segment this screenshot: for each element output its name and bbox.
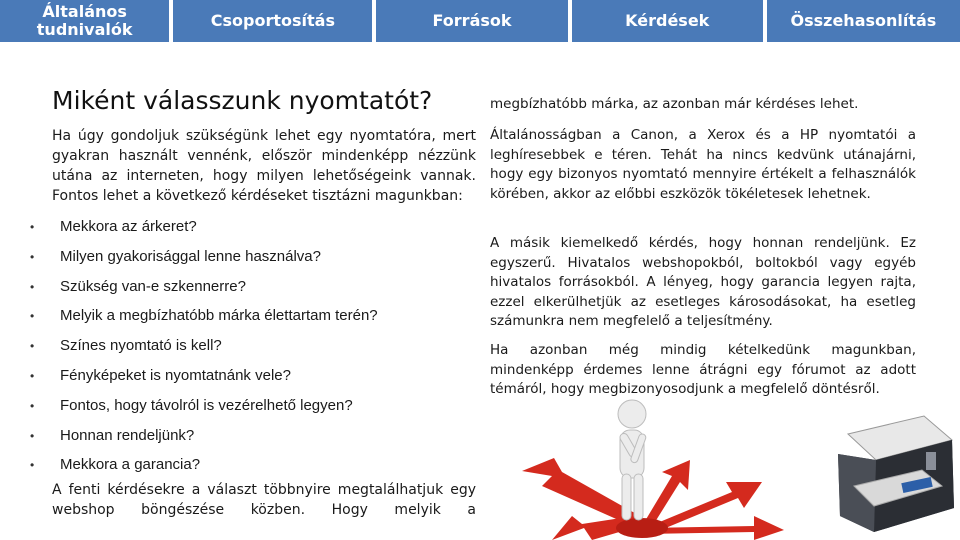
tab-kerdesek[interactable]: Kérdések	[572, 0, 763, 42]
list-item-text: Mekkora a garancia?	[60, 456, 201, 474]
bullet-icon: •	[30, 339, 35, 354]
tab-altalanos-tudnivalok[interactable]: Általános tudnivalók	[0, 0, 169, 42]
list-item	[30, 361, 470, 391]
decision-illustration	[522, 376, 960, 540]
right-paragraph-2: Általánosságban a Canon, a Xerox és a HP nyomtatói a leghíresebbek e téren. Tehát ha nincs kedvünk utánajárni, hogy egy bizonyos nyomtató mennyire értékelt a felhasználók körében, akkor az előbbi eszközök tökéletesek lehetnek.	[490, 127, 916, 202]
outro-paragraph: A fenti kérdésekre a választ többnyire megtalálhatjuk egy webshop böngészése közben. Hogy melyik a	[52, 482, 476, 518]
question-list	[30, 212, 470, 480]
bullet-icon: •	[30, 428, 35, 443]
list-item-text: Milyen gyakorisággal lenne használva?	[60, 247, 321, 265]
list-item	[30, 301, 470, 331]
list-item	[30, 450, 470, 480]
list-item	[30, 272, 470, 302]
thinking-figure-illustration	[618, 400, 647, 520]
bullet-icon: •	[30, 249, 35, 264]
list-item	[30, 242, 470, 272]
red-arrows-illustration	[522, 458, 784, 540]
list-item-text: Honnan rendeljünk?	[60, 426, 195, 444]
list-item	[30, 391, 470, 421]
list-item-text: Szükség van-e szkennerre?	[60, 277, 246, 295]
list-item-text: Színes nyomtató is kell?	[60, 337, 222, 355]
list-item-text: Mekkora az árkeret?	[60, 218, 197, 235]
list-item	[30, 421, 470, 451]
page-title: Miként válasszunk nyomtatót?	[52, 86, 433, 115]
bullet-icon: •	[30, 458, 35, 473]
right-paragraph-1: megbízhatóbb márka, az azonban már kérdéses lehet.	[490, 96, 859, 112]
bullet-icon: •	[30, 220, 35, 234]
list-item	[30, 212, 470, 242]
right-paragraph-3: A másik kiemelkedő kérdés, hogy honnan rendeljünk. Ez egyszerű. Hivatalos webshopokból, boltokból vagy egyéb hivatalos forrásokból. A lényeg, hogy garancia legyen rajta, ezzel elkerülhetjük az esetleges károsodásokat, ha esetleg számunkra nem megfelelő a teljesítmény.	[490, 235, 916, 329]
tab-csoportositas[interactable]: Csoportosítás	[173, 0, 372, 42]
bullet-icon: •	[30, 368, 35, 383]
right-paragraph-4: Ha azonban még mindig kételkedünk magunkban, mindenképp érdemes lenne átrágni egy fórumot az adott témáról, hogy megbizonyosodjunk a megfelelő döntésről.	[490, 342, 916, 397]
list-item-text: Fontos, hogy távolról is vezérelhető legyen?	[60, 396, 353, 414]
intro-paragraph: Ha úgy gondoljuk szükségünk lehet egy nyomtatóra, mert gyakran használt vennénk, először mindenképp nézzünk utána az interneten, hogy milyen lehetőségeink vannak. Fontos lehet a következő kérdéseket tisztázni magunkban:	[52, 128, 476, 204]
bullet-icon: •	[30, 398, 35, 413]
bullet-icon: •	[30, 279, 35, 294]
tab-forrasok[interactable]: Források	[376, 0, 567, 42]
bullet-icon: •	[30, 309, 35, 324]
tab-osszehasonlitas[interactable]: Összehasonlítás	[767, 0, 960, 42]
top-navigation	[0, 0, 960, 42]
list-item	[30, 331, 470, 361]
list-item-text: Melyik a megbízhatóbb márka élettartam terén?	[60, 307, 378, 325]
printer-illustration	[838, 416, 954, 532]
list-item-text: Fényképeket is nyomtatnánk vele?	[60, 366, 291, 384]
